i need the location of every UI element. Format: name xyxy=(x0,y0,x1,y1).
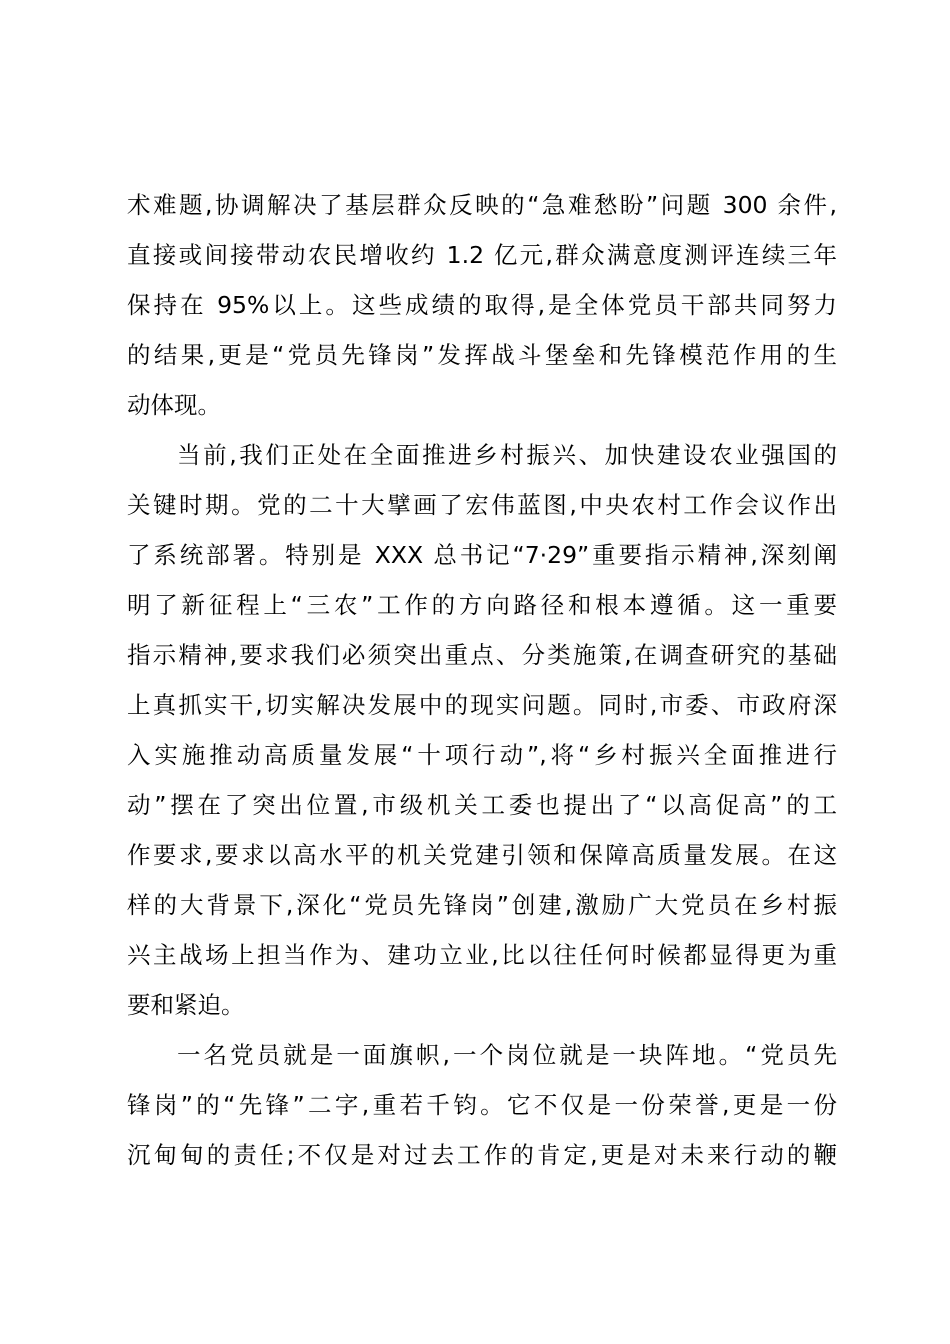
text-line: 入实施推动高质量发展“十项行动”,将“乡村振兴全面推进行 xyxy=(127,741,837,769)
text-line: 动”摆在了突出位置,市级机关工委也提出了“以高促高”的工 xyxy=(127,791,837,819)
text-line: 要和紧迫。 xyxy=(127,991,245,1019)
text-line: 指示精神,要求我们必须突出重点、分类施策,在调查研究的基础 xyxy=(127,641,837,669)
text-line: 直接或间接带动农民增收约 1.2 亿元,群众满意度测评连续三年 xyxy=(127,241,837,269)
paragraph-3 xyxy=(127,1030,837,1180)
text-line: 当前,我们正处在全面推进乡村振兴、加快建设农业强国的 xyxy=(177,441,837,469)
text-line: 关键时期。党的二十大擘画了宏伟蓝图,中央农村工作会议作出 xyxy=(127,491,837,519)
paragraph-1 xyxy=(127,180,837,430)
text-line: 兴主战场上担当作为、建功立业,比以往任何时候都显得更为重 xyxy=(127,941,837,969)
text-line: 上真抓实干,切实解决发展中的现实问题。同时,市委、市政府深 xyxy=(127,691,837,719)
text-line: 动体现。 xyxy=(127,391,221,419)
text-line: 一名党员就是一面旗帜,一个岗位就是一块阵地。“党员先 xyxy=(177,1041,837,1069)
text-line: 沉甸甸的责任;不仅是对过去工作的肯定,更是对未来行动的鞭 xyxy=(127,1141,837,1169)
text-line: 了系统部署。特别是 XXX 总书记“7·29”重要指示精神,深刻阐 xyxy=(127,541,837,569)
document-body xyxy=(127,180,837,1180)
text-line: 术难题,协调解决了基层群众反映的“急难愁盼”问题 300 余件, xyxy=(127,191,837,219)
text-line: 的结果,更是“党员先锋岗”发挥战斗堡垒和先锋模范作用的生 xyxy=(127,341,837,369)
text-line: 保持在 95%以上。这些成绩的取得,是全体党员干部共同努力 xyxy=(127,291,837,319)
text-line: 锋岗”的“先锋”二字,重若千钧。它不仅是一份荣誉,更是一份 xyxy=(127,1091,837,1119)
text-line: 作要求,要求以高水平的机关党建引领和保障高质量发展。在这 xyxy=(127,841,837,869)
paragraph-2 xyxy=(127,430,837,1030)
text-line: 样的大背景下,深化“党员先锋岗”创建,激励广大党员在乡村振 xyxy=(127,891,837,919)
text-line: 明了新征程上“三农”工作的方向路径和根本遵循。这一重要 xyxy=(127,591,837,619)
